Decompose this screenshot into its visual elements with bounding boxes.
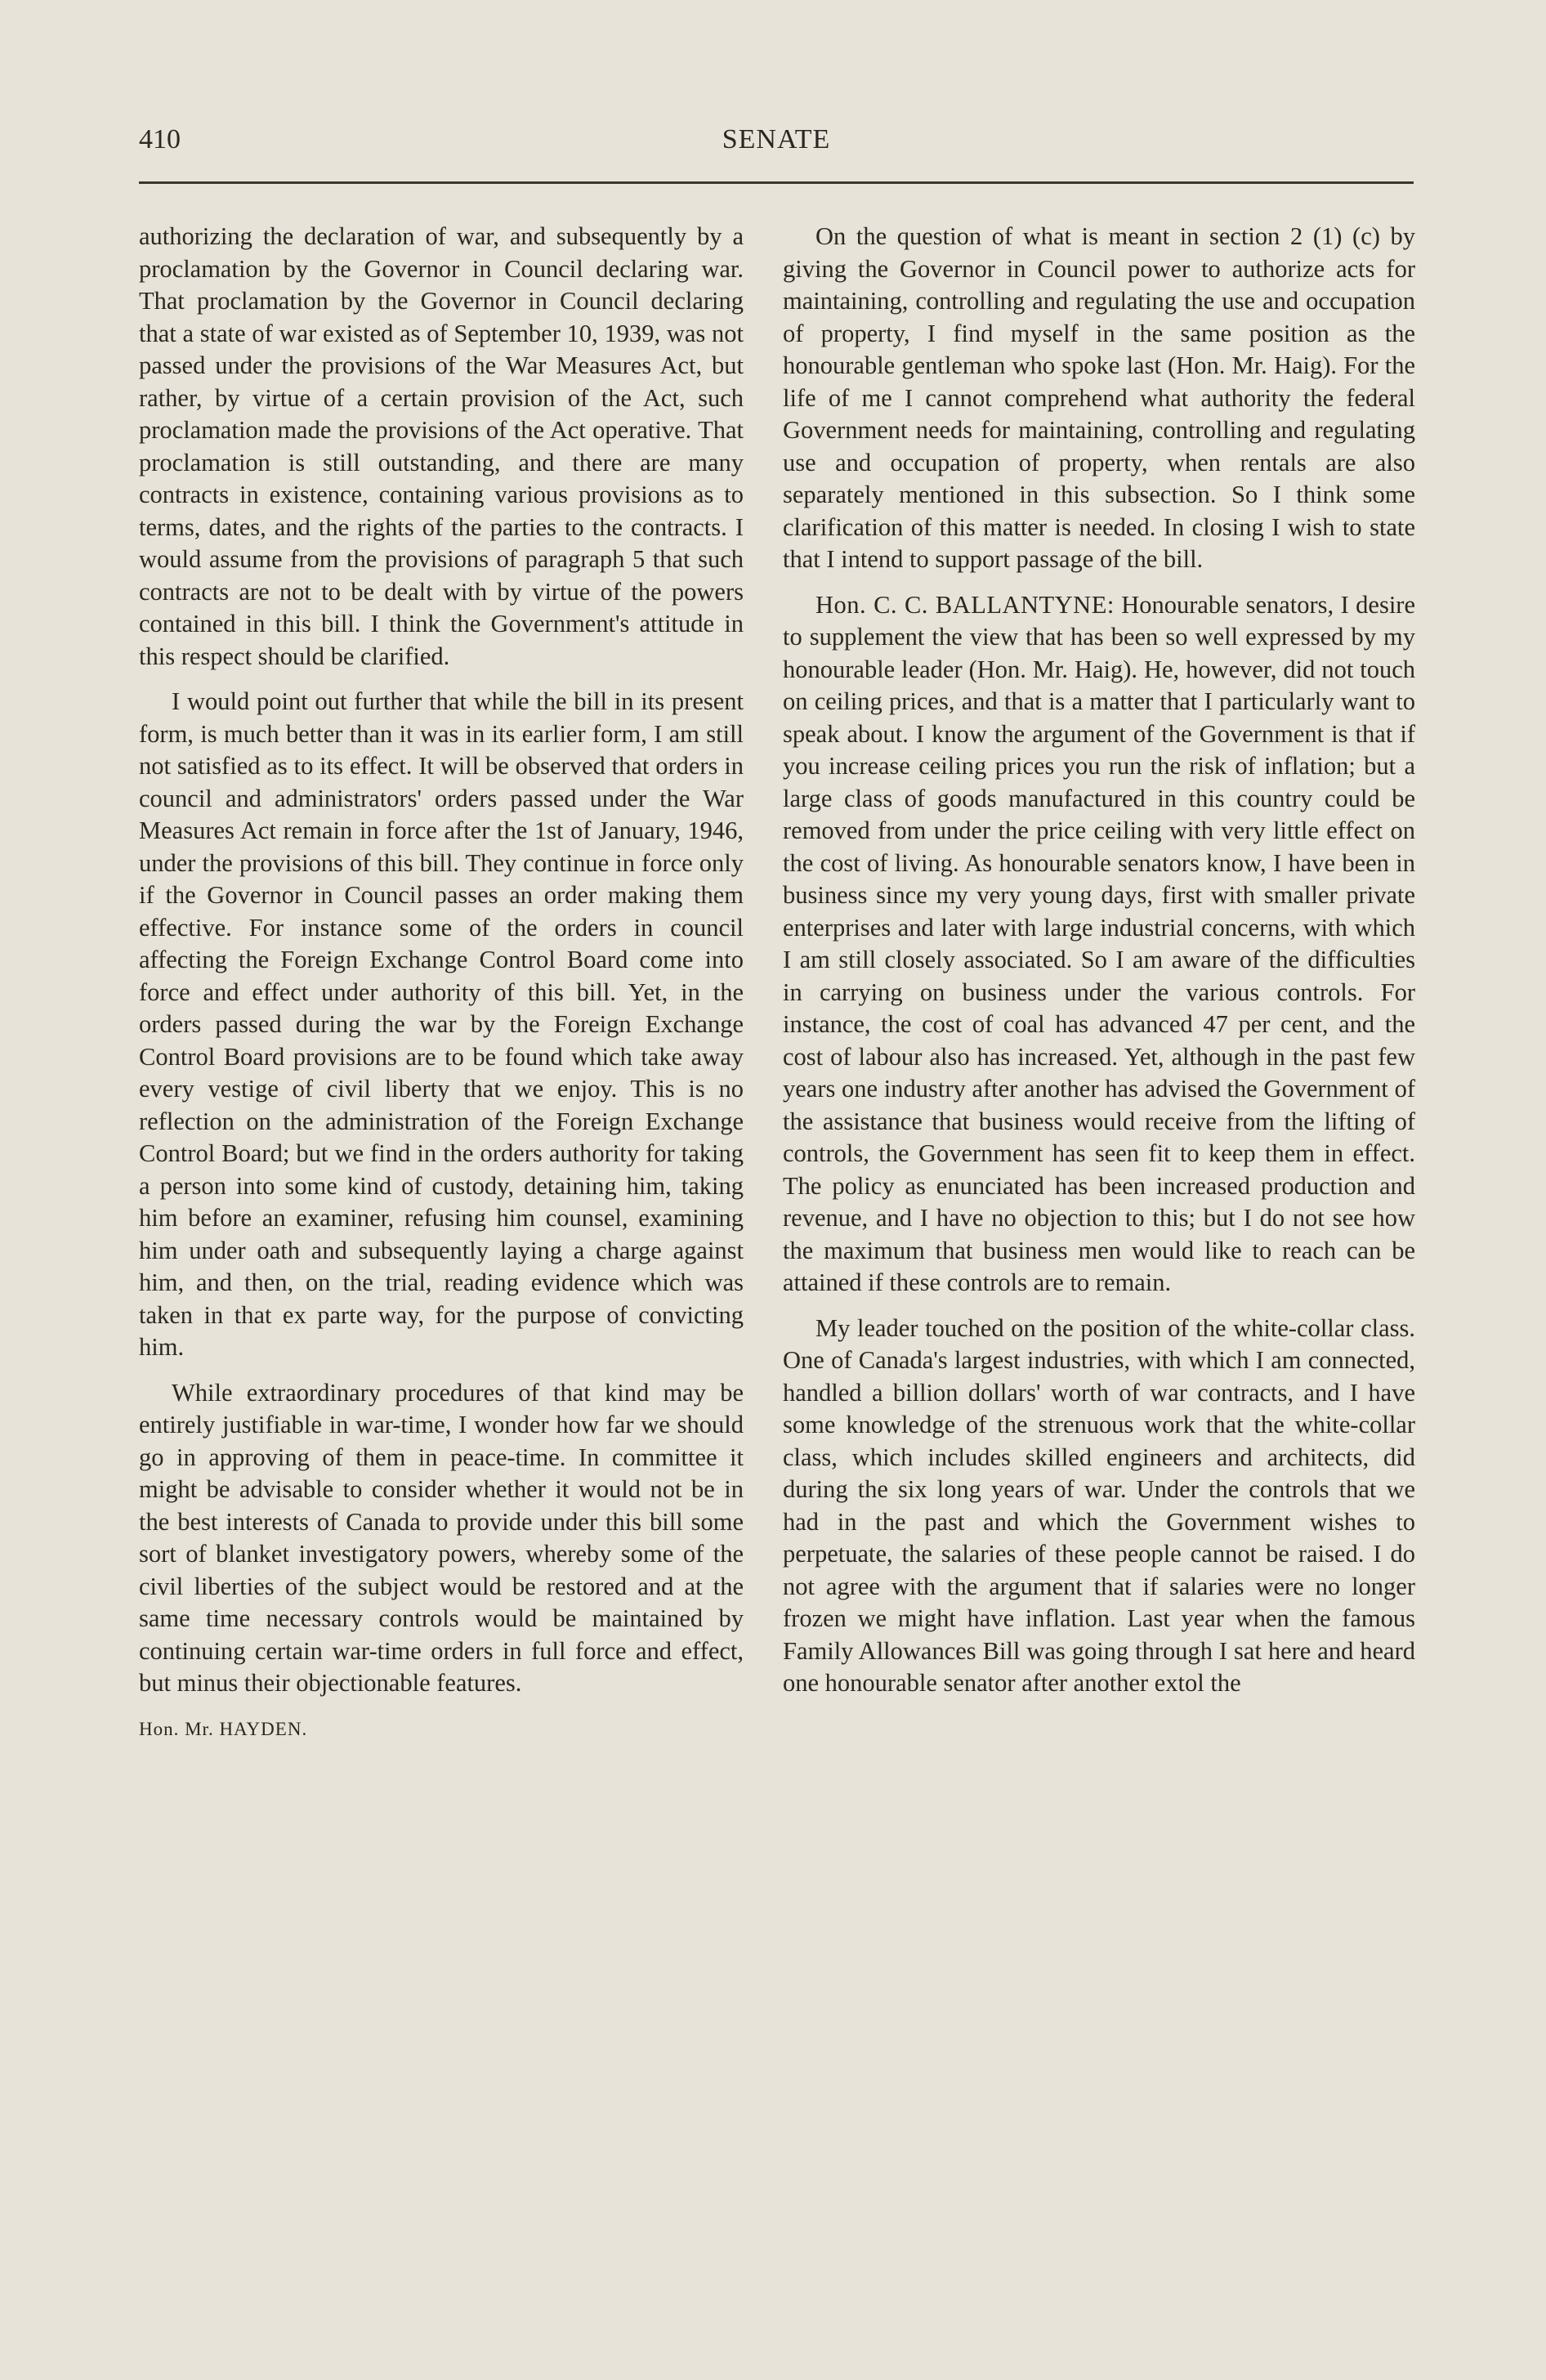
- right-column: [783, 221, 1415, 1713]
- paragraph: On the question of what is meant in section 2 (1) (c) by giving the Governor in Council power to authorize acts for maintaining, controlling and regulating the use and occupation of property, I find myself in the same position as the honourable gentleman who spoke last (Hon. Mr. Haig). For the life of me I cannot comprehend what authority the federal Government needs for maintaining, controlling and regulating use and occupation of property, when rentals are also separately mentioned in this subsection. So I think some clarification of this matter is needed. In closing I wish to state that I intend to support passage of the bill.: [783, 222, 1415, 573]
- page-title: SENATE: [722, 124, 831, 154]
- paragraph: authorizing the declaration of war, and subsequently by a proclamation by the Governor in Council declaring war. That proclamation by the Governor in Council declaring that a state of war existed as of September 10, 1939, was not passed under the provisions of the War Measures Act, but rather, by virtue of a certain provision of the Act, such proclamation made the provisions of the Act operative. That proclamation is still outstanding, and there are many contracts in existence, containing various provisions as to terms, dates, and the rights of the parties to the contracts. I would assume from the provisions of paragraph 5 that such contracts are not to be dealt with by virtue of the powers contained in this bill. I think the Government's attitude in this respect should be clarified.: [139, 222, 744, 670]
- paragraph: I would point out further that while the bill in its present form, is much better than it was in its earlier form, I am still not satisfied as to its effect. It will be observed that orders in council and administrators' orders passed under the War Measures Act remain in force after the 1st of January, 1946, under the provisions of this bill. They continue in force only if the Governor in Council passes an order making them effective. For instance some of the orders in council affecting the Foreign Exchange Control Board come into force and effect under authority of this bill. Yet, in the orders passed during the war by the Foreign Exchange Control Board provisions are to be found which take away every vestige of civil liberty that we enjoy. This is no reflection on the administration of the Foreign Exchange Control Board; but we find in the orders authority for taking a person into some kind of custody, detaining him, taking him before an examiner, refusing him counsel, examining him under oath and subsequently laying a charge against him, and then, on the trial, reading evidence which was taken in that ex parte way, for the purpose of convicting him.: [139, 687, 744, 1361]
- page-header: [139, 124, 1414, 163]
- header-rule: [139, 181, 1414, 184]
- speech-text: Honourable senators, I desire to supplement the view that has been so well expressed by my honourable leader (Hon. Mr. Haig). He, however, did not touch on ceiling prices, and that is a matter that I particularly want to speak about. I know the argument of the Government is that if you increase ceiling prices you run the risk of inflation; but a large class of goods manufactured in this country could be removed from under the price ceiling with very little effect on the cost of living. As honourable senators know, I have been in business since my very young days, first with smaller private enterprises and later with large industrial concerns, with which I am still closely associated. So I am aware of the difficulties in carrying on business under the various controls. For instance, the cost of coal has advanced 47 per cent, and the cost of labour also has increased. Yet, although in the past few years one industry after another has advised the Government of the assistance that business would receive from the lifting of controls, the Government has seen fit to keep them in effect. The policy as enunciated has been increased production and revenue, and I have no objection to this; but I do not see how the maximum that business men would like to reach can be attained if these controls are to remain.: [783, 590, 1415, 1296]
- speaker-name: Hon. C. C. BALLANTYNE:: [815, 590, 1115, 619]
- paragraph: My leader touched on the position of the white-collar class. One of Canada's largest industries, with which I am connected, handled a billion dollars' worth of war contracts, and I have some knowledge of the strenuous work that the white-collar class, which includes skilled engineers and architects, did during the six long years of war. Under the controls that we had in the past and which the Government wishes to perpetuate, the salaries of these people cannot be raised. I do not agree with the argument that if salaries were no longer frozen we might have inflation. Last year when the famous Family Allowances Bill was going through I sat here and heard one honourable senator after another extol the: [783, 1313, 1415, 1697]
- left-column: [139, 221, 744, 1758]
- running-footer-speaker: Hon. Mr. HAYDEN.: [139, 1718, 308, 1739]
- paragraph: [783, 589, 1415, 1300]
- page-number: 410: [139, 124, 181, 154]
- paragraph: While extraordinary procedures of that kind may be entirely justifiable in war-time, I wonder how far we should go in approving of them in peace-time. In committee it might be advisable to consider whether it would not be in the best interests of Canada to provide under this bill some sort of blanket investigatory powers, whereby some of the civil liberties of the subject would be restored and at the same time necessary controls would be maintained by continuing certain war-time orders in full force and effect, but minus their objectionable features.: [139, 1378, 744, 1697]
